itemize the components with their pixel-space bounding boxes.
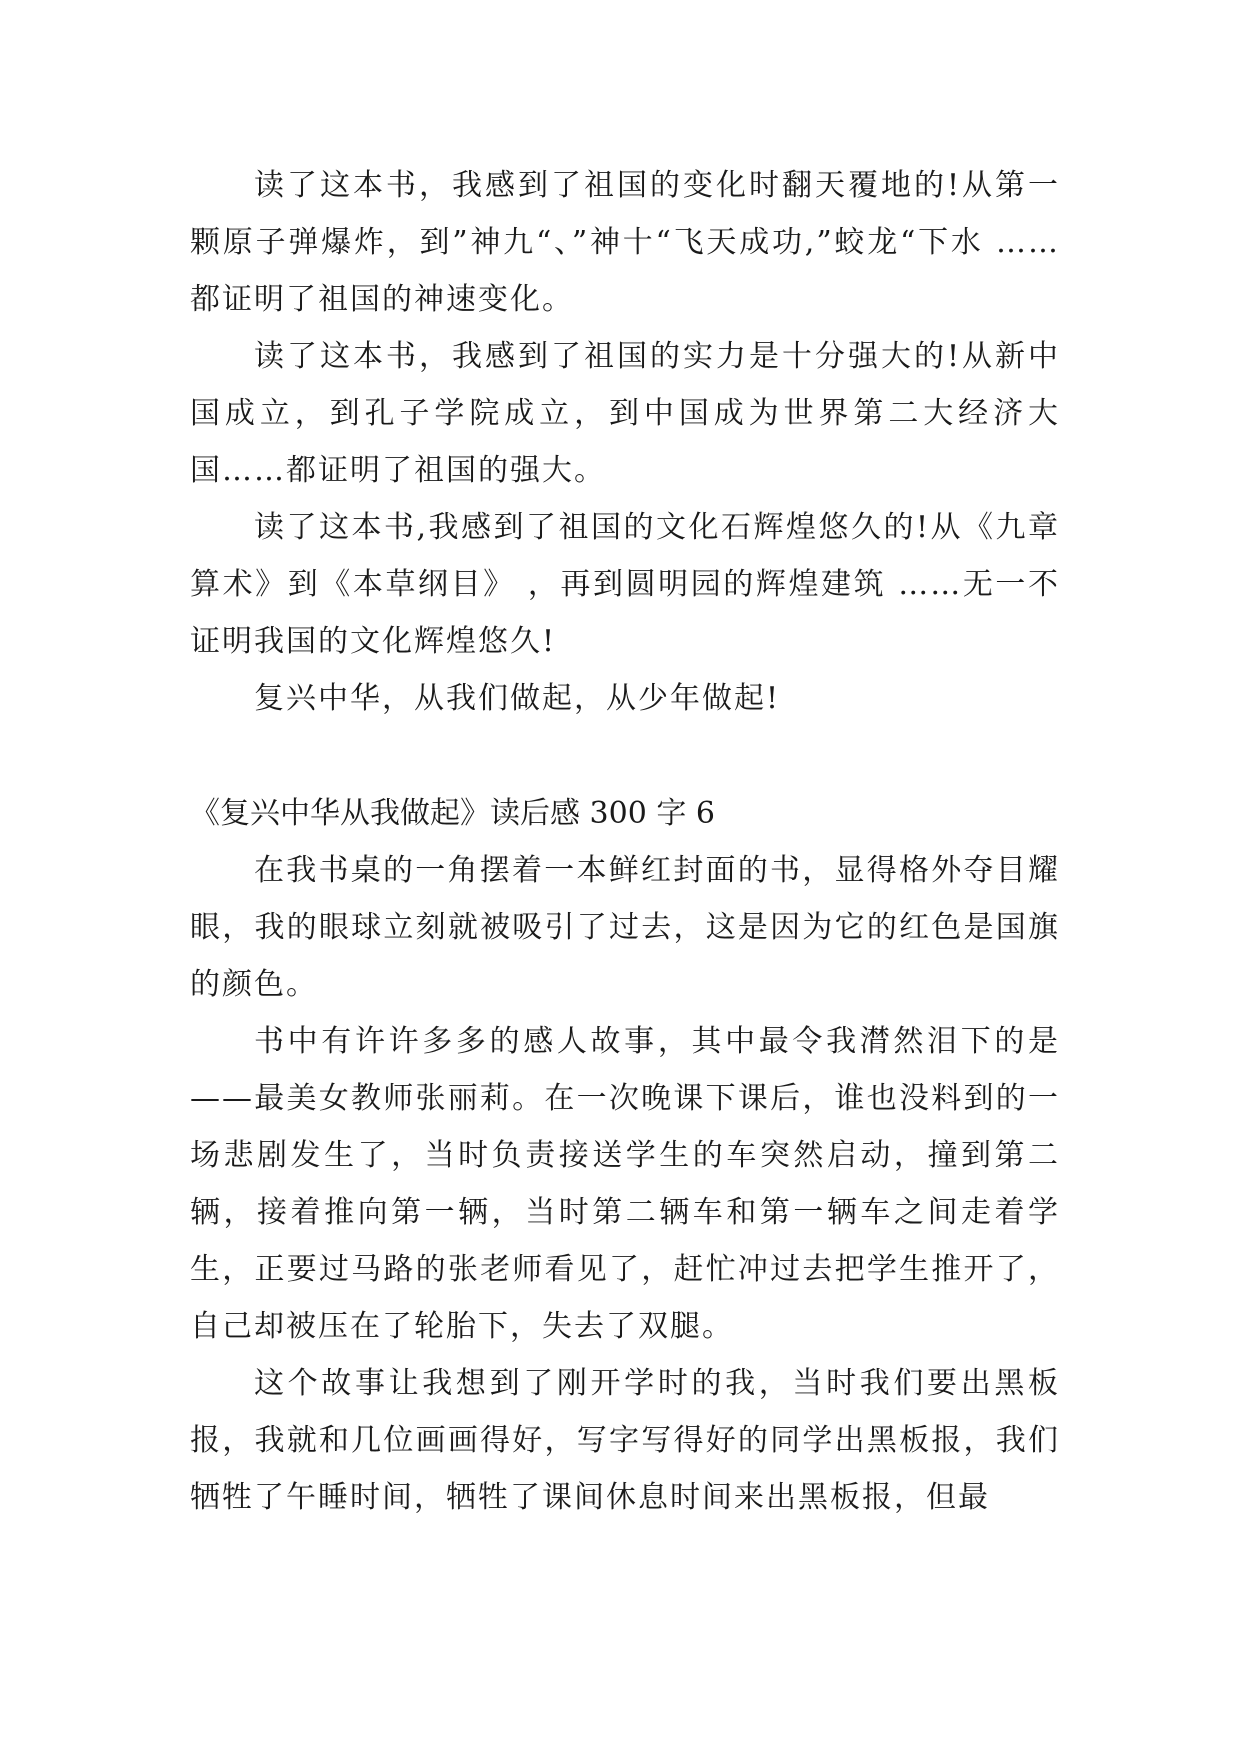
paragraph-book-cover: 在我书桌的一角摆着一本鲜红封面的书，显得格外夺目耀眼，我的眼球立刻就被吸引了过去，这是因为它的红色是国旗的颜色。 [190,853,1060,1002]
paragraph-culture: 读了这本书,我感到了祖国的文化石辉煌悠久的!从《九章算术》到《本草纲目》 ，再到圆明园的辉煌建筑 ……无一不证明我国的文化辉煌悠久! [190,510,1060,659]
section-spacer [190,727,1060,785]
paragraph-conclusion: 复兴中华，从我们做起，从少年做起! [254,681,781,716]
section-title: 《复兴中华从我做起》读后感 300 字 6 [190,796,715,831]
paragraph-changes: 读了这本书，我感到了祖国的变化时翻天覆地的!从第一颗原子弹爆炸，到”神九“、”神十“飞天成功,”蛟龙“下水 ……都证明了祖国的神速变化。 [190,168,1060,317]
paragraph-strength: 读了这本书，我感到了祖国的实力是十分强大的!从新中国成立，到孔子学院成立，到中国成为世界第二大经济大国……都证明了祖国的强大。 [190,339,1060,488]
paragraph-teacher-story: 书中有许许多多的感人故事，其中最令我潸然泪下的是——最美女教师张丽莉。在一次晚课下课后，谁也没料到的一场悲剧发生了，当时负责接送学生的车突然启动，撞到第二辆，接着推向第一辆，当时第二辆车和第一辆车之间走着学生，正要过马路的张老师看见了，赶忙冲过去把学生推开了，自己却被压在了轮胎下，失去了双腿。 [190,1024,1060,1344]
document-body [190,157,1060,1526]
paragraph-blackboard: 这个故事让我想到了刚开学时的我，当时我们要出黑板报，我就和几位画画得好，写字写得好的同学出黑板报，我们牺牲了午睡时间，牺牲了课间休息时间来出黑板报，但最 [190,1366,1060,1515]
